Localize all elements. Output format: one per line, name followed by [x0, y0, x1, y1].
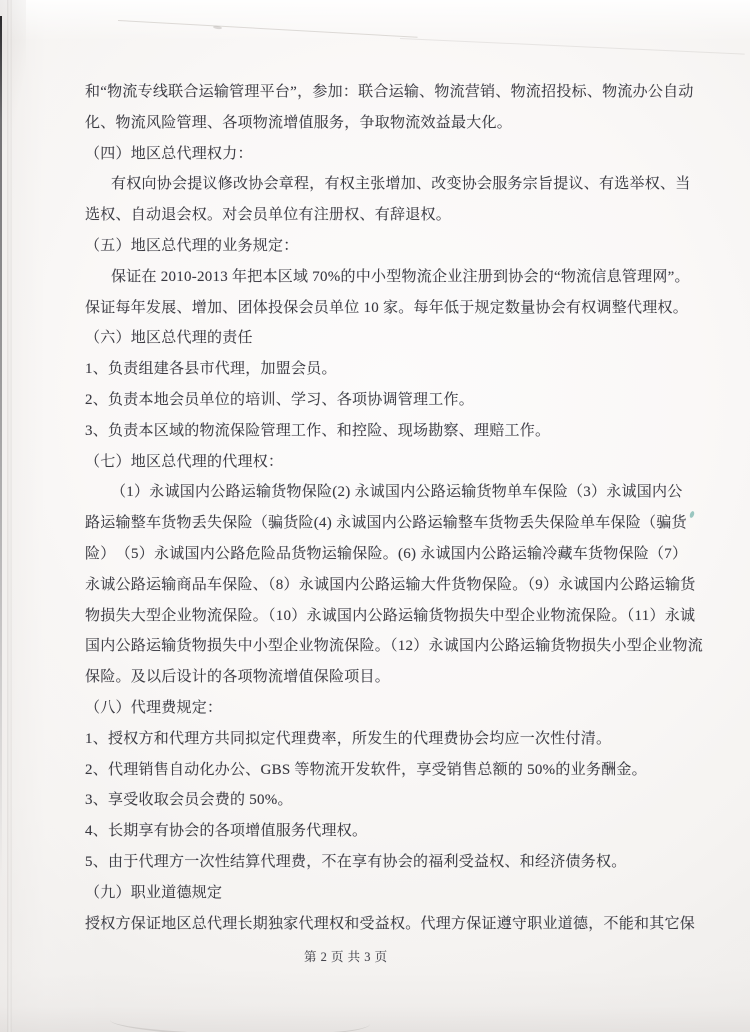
scan-corner-shadow	[0, 0, 26, 150]
scan-crease-bottom	[110, 1005, 371, 1032]
scan-speck	[213, 25, 222, 29]
text-line: 保证每年发展、增加、团体投保会员单位 10 家。每年低于规定数量协会有权调整代理权。	[85, 299, 689, 316]
text-line: 1、授权方和代理方共同拟定代理费率，所发生的代理费协会均应一次性付清。	[85, 730, 612, 747]
text-line: 永诚公路运输商品车保险、（8）永诚国内公路运输大件货物保险。（9）永诚国内公路运输货	[85, 576, 696, 593]
text-line: 5、由于代理方一次性结算代理费，不在享有协会的福利受益权、和经济债务权。	[85, 853, 627, 870]
text-line: （七）地区总代理的代理权：	[85, 453, 284, 470]
document-body	[85, 77, 715, 939]
text-line: （五）地区总代理的业务规定：	[85, 237, 299, 254]
text-line: 授权方保证地区总代理长期独家代理权和受益权。代理方保证遵守职业道德，不能和其它保	[85, 915, 696, 932]
scan-crease-left	[7, 0, 12, 1032]
text-line: 2、负责本地会员单位的培训、学习、各项协调管理工作。	[85, 391, 475, 408]
scan-edge-mark	[0, 16, 2, 881]
text-line: 保险。及以后设计的各项物流增值保险项目。	[85, 669, 391, 686]
scan-crease-top	[118, 20, 418, 38]
scan-crease-top	[400, 38, 745, 55]
text-line: 3、负责本区域的物流保险管理工作、和控险、现场勘察、理赔工作。	[85, 422, 551, 439]
text-line: 3、享受收取会员会费的 50%。	[85, 792, 293, 809]
text-line: 有权向协会提议修改协会章程，有权主张增加、改变协会服务宗旨提议、有选举权、当	[111, 176, 691, 193]
text-line: （八）代理费规定：	[85, 699, 223, 716]
text-line: （四）地区总代理权力：	[85, 145, 253, 162]
text-line: 1、负责组建各县市代理，加盟会员。	[85, 361, 337, 378]
text-line: （六）地区总代理的责任	[85, 330, 253, 347]
text-line: 化、物流风险管理、各项物流增值服务，争取物流效益最大化。	[85, 114, 513, 131]
text-line: 4、长期享有协会的各项增值服务代理权。	[85, 823, 368, 840]
text-line: 物损失大型企业物流保险。（10）永诚国内公路运输货物损失中型企业物流保险。（11）永诚	[85, 607, 696, 624]
text-line: （九）职业道德规定	[85, 884, 223, 901]
text-line: 2、代理销售自动化办公、GBS 等物流开发软件，享受销售总额的 50%的业务酬金。	[85, 761, 647, 778]
text-line: 和“物流专线联合运输管理平台”，参加：联合运输、物流营销、物流招投标、物流办公自动	[85, 84, 694, 100]
text-line: 保证在 2010-2013 年把本区域 70%的中小型物流企业注册到协会的“物流信息管理网”。	[111, 268, 690, 285]
text-line: （1）永诚国内公路运输货物保险(2) 永诚国内公路运输货物单车保险（3）永诚国内公	[111, 484, 683, 501]
text-line: 选权、自动退会权。对会员单位有注册权、有辞退权。	[85, 207, 452, 224]
text-line: 险） （5）永诚国内公路危险品货物运输保险。(6) 永诚国内公路运输冷藏车货物保险（7）	[85, 545, 688, 562]
text-line: 国内公路运输货物损失中小型企业物流保险。（12）永诚国内公路运输货物损失小型企业物流	[85, 638, 704, 655]
page-number: 第 2 页 共 3 页	[304, 950, 388, 964]
text-line: 路运输整车货物丢失保险（骗货险(4) 永诚国内公路运输整车货物丢失保险单车保险（骗货	[85, 515, 687, 532]
